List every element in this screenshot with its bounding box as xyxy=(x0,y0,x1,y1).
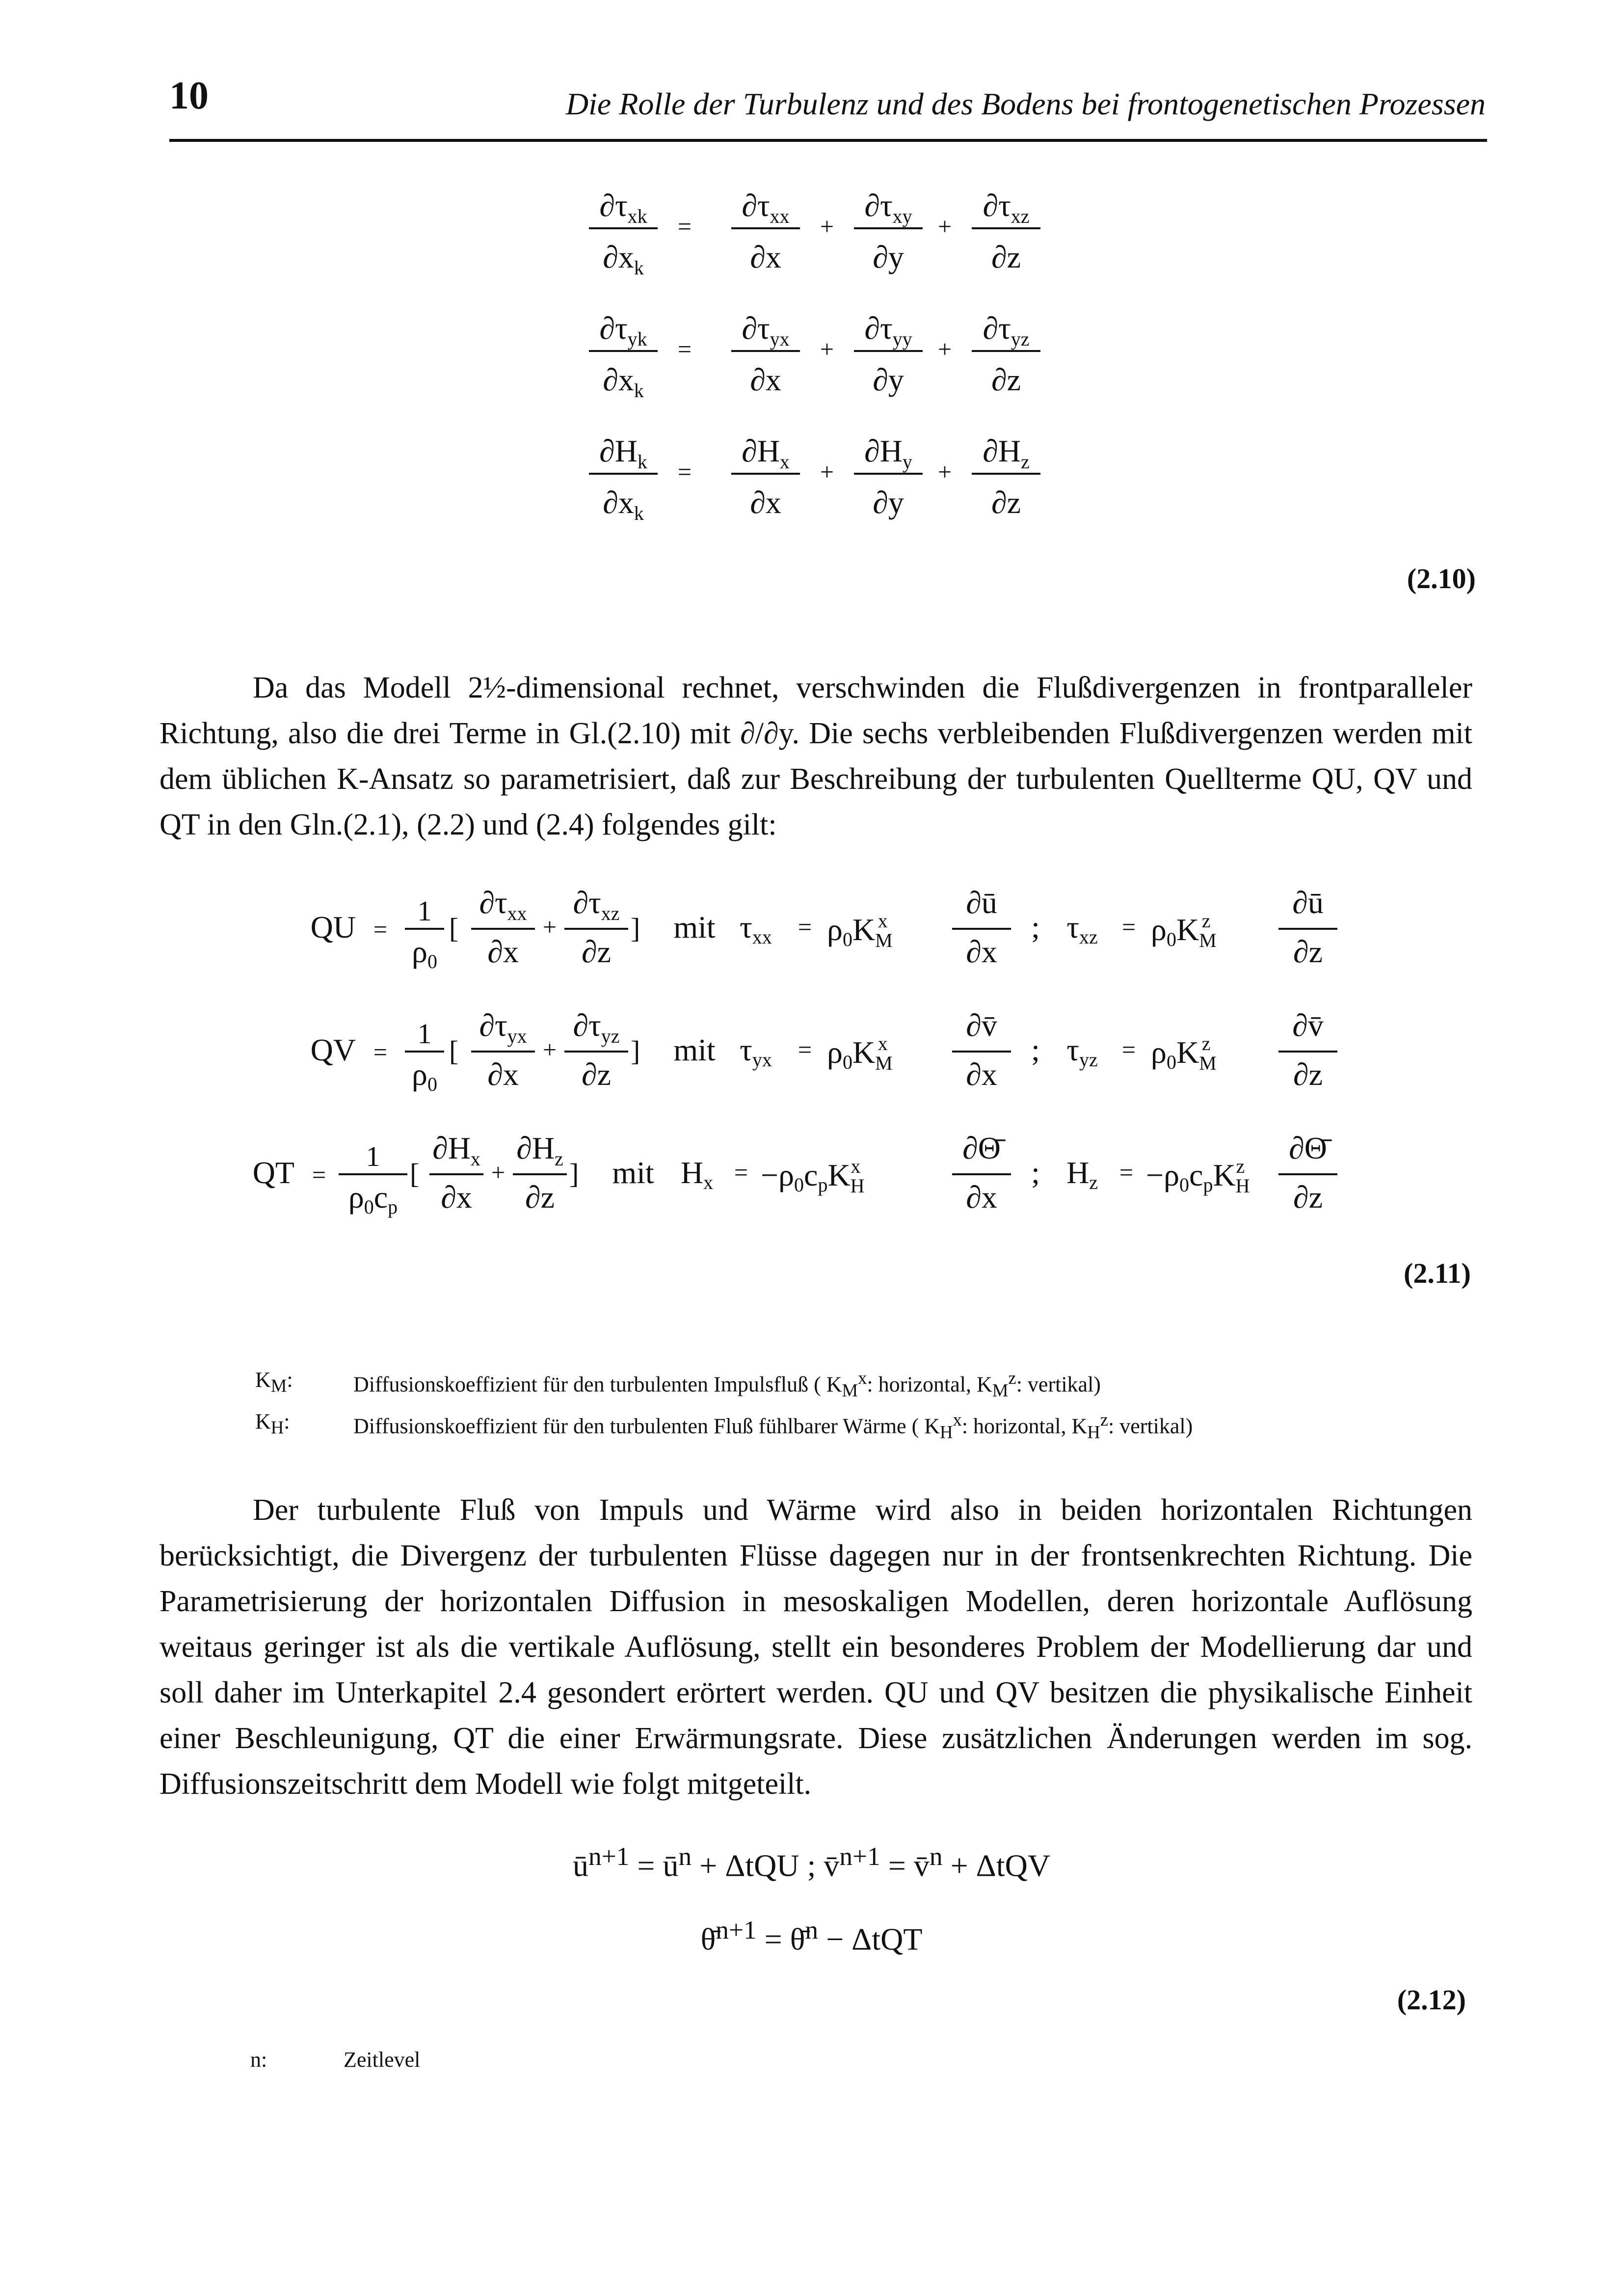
eq-qu-label: QU xyxy=(310,910,356,945)
eq-qt-label: QT xyxy=(252,1155,294,1190)
svg-text:+: + xyxy=(542,1036,557,1063)
svg-text:+: + xyxy=(491,1159,506,1186)
legend-kh xyxy=(255,1409,1482,1442)
svg-text:τxz: τxz xyxy=(1066,910,1098,948)
svg-text:=: = xyxy=(677,335,692,363)
svg-text:∂Hz: $\partial H_z$ xyxy=(983,433,1030,473)
svg-text:∂y: ∂y xyxy=(873,240,904,274)
svg-text:∂ū: ∂ū xyxy=(1292,885,1324,920)
eq-qu xyxy=(311,885,1337,972)
svg-text:∂τxy: $\partial\tau_{xy}$ xyxy=(864,188,912,227)
svg-text:ρ0KMx: $\rho 0K_Mx$ xyxy=(827,910,893,951)
paragraph-2 xyxy=(160,1487,1472,1807)
svg-text:ρ0KMz: $\rho 0K_Mz$ xyxy=(1151,910,1217,951)
legend-kh-key: $K_H$: xyxy=(255,1409,290,1437)
equation-2-10-block xyxy=(579,177,1070,540)
equation-2-11-block xyxy=(252,874,1364,1242)
svg-text:∂xk: $\partial x_k$ xyxy=(603,362,644,402)
svg-text:∂Hk: $\partial H_k$ xyxy=(599,433,647,473)
svg-text:∂τxz: $\partial\tau_{xz}$ xyxy=(983,188,1030,227)
svg-text:+: + xyxy=(820,458,834,486)
svg-text:=: = xyxy=(677,213,692,240)
equation-number-2-12: (2.12) xyxy=(1397,1984,1466,2016)
svg-text:;: ; xyxy=(1031,1155,1040,1190)
eq-row-tau-yk xyxy=(589,311,1040,402)
svg-text:[: [ xyxy=(449,912,459,944)
svg-text:=: = xyxy=(798,913,812,941)
svg-text:=: = xyxy=(1121,1036,1136,1063)
svg-text:;: ; xyxy=(1031,910,1040,945)
svg-text:Hx: Hx xyxy=(680,1155,714,1193)
svg-text:∂Θ̄: ∂Θ̄ xyxy=(1289,1131,1327,1165)
svg-text:∂τyz: $\partial\tau_{yz}$ xyxy=(983,311,1030,350)
svg-text:∂y: ∂y xyxy=(873,485,904,520)
legend-km-text: Diffusionskoeffizient für den turbulenten Impulsfluß ( $K_M^x$: horizontal, $K_M^z$: vertikal) xyxy=(353,1368,1101,1401)
svg-text:∂x: ∂x xyxy=(966,934,997,969)
eq-qt-mit: mit xyxy=(612,1155,654,1190)
legend-km xyxy=(255,1367,1482,1401)
svg-text:∂z: ∂z xyxy=(581,1057,612,1092)
svg-text:−ρ0cpKHz: −ρ0cpK$_H$z xyxy=(1146,1155,1250,1197)
svg-text:1: 1 xyxy=(417,895,432,927)
svg-text:∂Hx: $\partial H_x$ xyxy=(432,1131,480,1170)
svg-text:]: ] xyxy=(631,912,640,944)
eq-qt xyxy=(253,1131,1337,1218)
svg-text:∂τxz: $\partial\tau_{xz}$ xyxy=(573,885,620,924)
paragraph-1 xyxy=(160,665,1472,848)
svg-text:τyz: τyz xyxy=(1066,1032,1098,1071)
legend-n-key: n: xyxy=(250,2048,267,2072)
svg-text:∂x: ∂x xyxy=(750,485,781,520)
running-title: Die Rolle der Turbulenz und des Bodens bei frontogenetischen Prozessen xyxy=(565,86,1486,121)
svg-text:=: = xyxy=(798,1036,812,1063)
svg-text:τxx: τxx xyxy=(740,910,772,948)
svg-text:∂z: ∂z xyxy=(1293,1057,1323,1092)
svg-text:∂z: ∂z xyxy=(991,485,1021,520)
legend-km-key: $K_M$: xyxy=(255,1368,293,1396)
eq-row-tau-xk xyxy=(589,188,1040,279)
svg-text:ρ0KMz: $\rho 0K_Mz$ xyxy=(1151,1032,1217,1074)
svg-text:=: = xyxy=(1121,913,1136,941)
svg-text:ρ0: ρ0 xyxy=(412,934,437,972)
svg-text:∂τxx: $\partial\tau_{xx}$ xyxy=(742,188,790,227)
eq-qv-label: QV xyxy=(310,1032,356,1067)
svg-text:=: = xyxy=(1119,1159,1134,1186)
svg-text:+: + xyxy=(937,213,952,240)
svg-text:∂z: ∂z xyxy=(991,362,1021,397)
svg-text:[: [ xyxy=(449,1035,459,1067)
svg-text:∂z: ∂z xyxy=(581,934,612,969)
svg-text:∂x: ∂x xyxy=(966,1180,997,1215)
svg-text:∂x: ∂x xyxy=(750,362,781,397)
svg-text:∂z: ∂z xyxy=(991,240,1021,274)
svg-text:∂y: ∂y xyxy=(873,362,904,397)
eq-qu-mit: mit xyxy=(673,910,716,945)
svg-text:∂Hz: $\partial H_z$ xyxy=(516,1131,563,1170)
svg-text:∂τyz: $\partial\tau_{yz}$ xyxy=(573,1008,620,1047)
svg-text:−ρ0cpKHx: −ρ0cpK$_H$x xyxy=(761,1155,865,1197)
svg-text:∂Hy: $\partial H_y$ xyxy=(864,433,912,473)
legend-kh-text: Diffusionskoeffizient für den turbulenten Fluß fühlbarer Wärme ( $K_H^x$: horizontal, $K_H^z$: vertikal) xyxy=(353,1409,1193,1442)
svg-text:]: ] xyxy=(569,1158,579,1189)
svg-text:∂x: ∂x xyxy=(441,1180,472,1215)
svg-text:∂Hx: $\partial H_x$ xyxy=(742,433,790,473)
eq-row-h-k xyxy=(589,433,1040,524)
svg-text:+: + xyxy=(820,213,834,240)
svg-text:τyx: τyx xyxy=(740,1032,772,1071)
svg-text:=: = xyxy=(373,916,388,943)
svg-text:∂x: ∂x xyxy=(966,1057,997,1092)
svg-text:+: + xyxy=(937,458,952,486)
svg-text:ρ0cp: ρ0cp xyxy=(348,1180,398,1218)
svg-text:∂x: ∂x xyxy=(487,934,519,969)
svg-text:=: = xyxy=(677,458,692,486)
legend-n-text: Zeitlevel xyxy=(344,2048,421,2072)
svg-text:+: + xyxy=(820,335,834,363)
page-number: 10 xyxy=(169,74,209,117)
svg-text:∂τyy: $\partial\tau_{yy}$ xyxy=(864,311,912,350)
svg-text:∂z: ∂z xyxy=(525,1180,555,1215)
svg-text:1: 1 xyxy=(417,1018,432,1050)
svg-text:1: 1 xyxy=(366,1140,380,1172)
svg-text:∂ū: ∂ū xyxy=(966,885,997,920)
svg-text:∂z: ∂z xyxy=(1293,934,1323,969)
svg-text:∂xk: $\partial x_k$ xyxy=(603,485,644,524)
svg-text:=: = xyxy=(373,1038,388,1066)
svg-text:∂x: ∂x xyxy=(487,1057,519,1092)
svg-text:∂τxk: $\partial\tau_{xk}$ xyxy=(599,188,647,227)
legend-n xyxy=(250,2047,986,2077)
header-rule xyxy=(169,139,1487,142)
svg-text:[: [ xyxy=(410,1158,420,1189)
svg-text:∂z: ∂z xyxy=(1293,1180,1323,1215)
eq-qv-mit: mit xyxy=(673,1032,716,1067)
svg-text:∂Θ̄: ∂Θ̄ xyxy=(962,1131,1001,1165)
eq-qv xyxy=(311,1008,1337,1095)
paragraph-1-text: Da das Modell 2½-dimensional rechnet, verschwinden die Flußdivergenzen in frontparalleler Richtung, also die drei Terme in Gl.(2.10) mit ∂/∂y. Die sechs verbleibenden Flußdivergenzen werden mit dem üblichen K-Ansatz so parametrisiert, daß zur Beschreibung der turbulenten Quellterme QU, QV und QT in den Gln.(2.1), (2.2) und (2.4) folgendes gilt: xyxy=(160,671,1472,841)
svg-text:∂xk: $\partial x_k$ xyxy=(603,240,644,279)
equation-number-2-11: (2.11) xyxy=(1404,1257,1471,1289)
svg-text:+: + xyxy=(542,913,557,941)
svg-text:ρ0: ρ0 xyxy=(412,1057,437,1095)
equation-2-12-line-2: θ̄$^{n+1}$ = θ̄$^n$ − ΔtQT xyxy=(700,1915,923,1957)
svg-text:]: ] xyxy=(631,1035,640,1067)
equation-number-2-10: (2.10) xyxy=(1407,563,1476,594)
svg-text:∂x: ∂x xyxy=(750,240,781,274)
svg-text:=: = xyxy=(312,1161,326,1189)
svg-text:∂τyx: $\partial\tau_{yx}$ xyxy=(479,1008,527,1047)
svg-text:∂τyx: $\partial\tau_{yx}$ xyxy=(742,311,790,350)
svg-text:+: + xyxy=(937,335,952,363)
svg-text:∂v̄: ∂v̄ xyxy=(1292,1008,1324,1043)
svg-text:;: ; xyxy=(1031,1032,1040,1067)
svg-text:ρ0KMx: $\rho 0K_Mx$ xyxy=(827,1032,893,1074)
svg-text:∂v̄: ∂v̄ xyxy=(966,1008,997,1043)
equation-2-12-line-1: $ū^{n+1}$ = $ū^n + \Delta tQU$ ; v̄$^{n+1}$ = v̄$^n$ + ΔtQV xyxy=(572,1841,1051,1883)
paragraph-2-text: Der turbulente Fluß von Impuls und Wärme wird also in beiden horizontalen Richtungen berücksichtigt, die Divergenz der turbulenten Flüsse dagegen nur in der frontsenkrechten Richtung. Die Parametrisierung der horizontalen Diffusion in mesoskaligen Modellen, deren horizontale Auflösung weitaus geringer ist als die vertikale Auflösung, stellt ein besonderes Problem der Modellierung dar und soll daher im Unterkapitel 2.4 gesondert erörtert werden. QU und QV besitzen die physikalische Einheit einer Beschleunigung, QT die einer Erwärmungsrate. Diese zusätzlichen Änderungen werden im sog. Diffusionszeitschritt dem Modell wie folgt mitgeteilt. xyxy=(160,1493,1472,1801)
svg-text:∂τxx: $\partial\tau_{xx}$ xyxy=(479,885,527,924)
svg-text:Hz: Hz xyxy=(1066,1155,1098,1193)
svg-text:∂τyk: $\partial\tau_{yk}$ xyxy=(599,311,647,350)
svg-text:=: = xyxy=(734,1159,748,1186)
